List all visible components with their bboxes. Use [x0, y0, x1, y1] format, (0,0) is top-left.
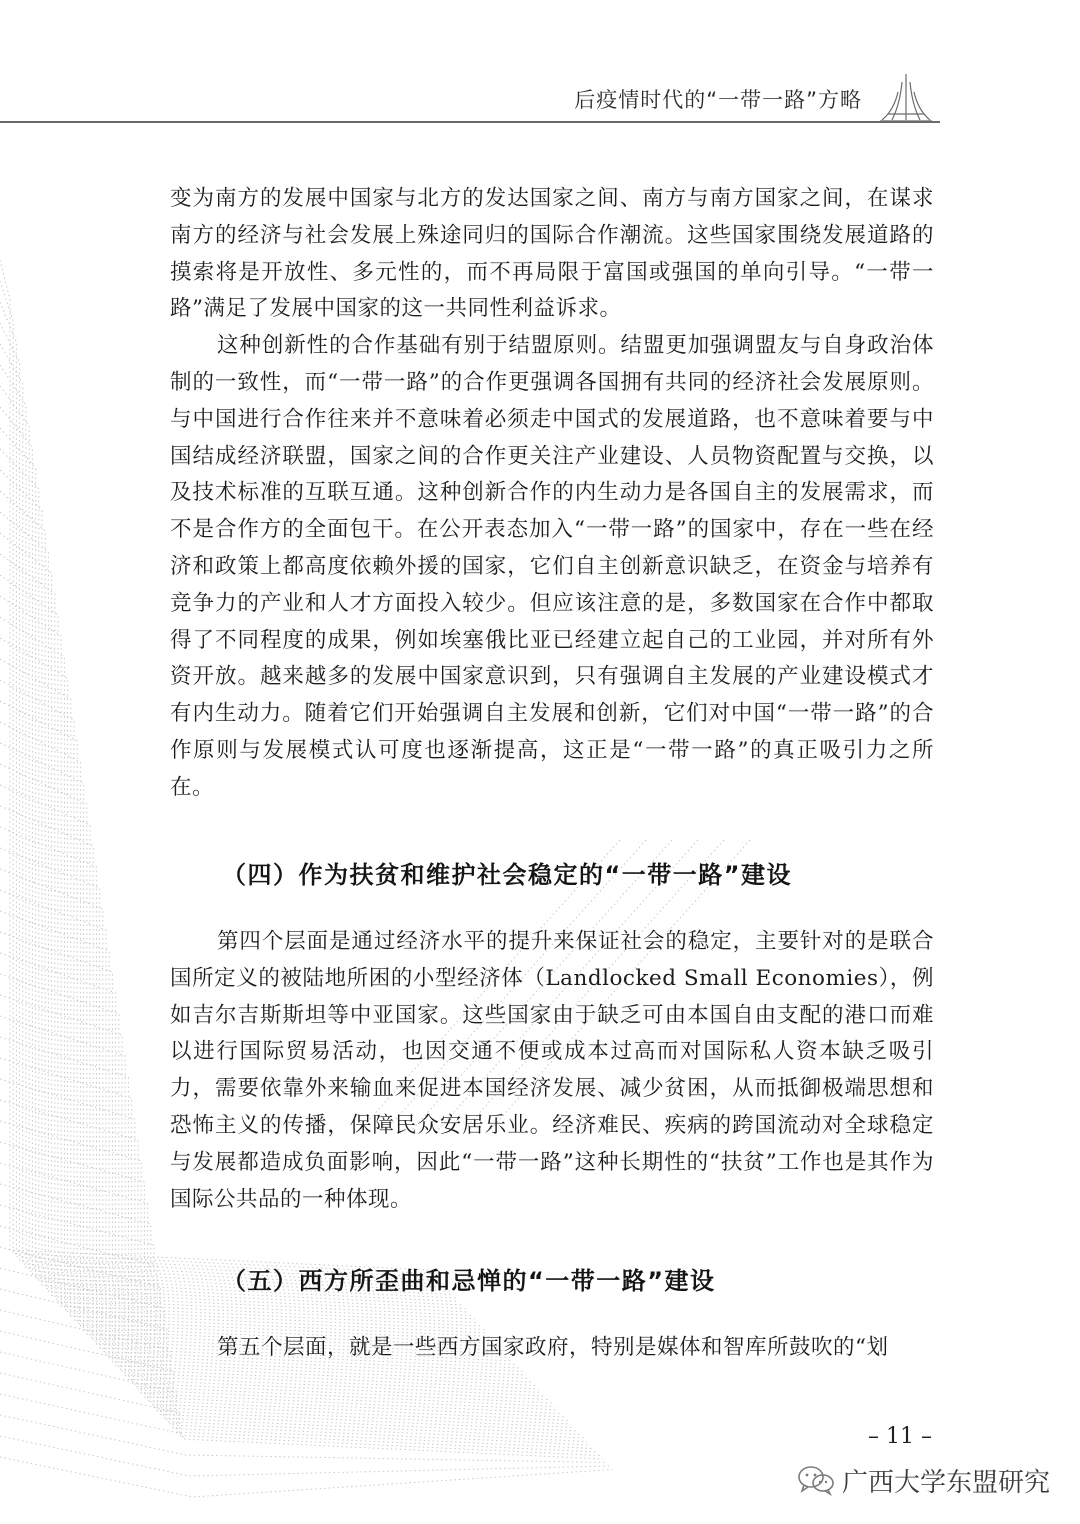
paragraph-continued: 变为南方的发展中国家与北方的发达国家之间、南方与南方国家之间，在谋求南方的经济与社会发展上殊途同归的国际合作潮流。这些国家围绕发展道路的摸索将是开放性、多元性的，而不再局限于富国或强国的单向引导。“一带一路”满足了发展中国家的这一共同性利益诉求。 [170, 186, 934, 322]
wechat-icon [796, 1464, 836, 1496]
page-number: – 11 – [868, 1424, 932, 1449]
dotted-line [0, 1436, 609, 1476]
paragraph-innovation: 这种创新性的合作基础有别于结盟原则。结盟更加强调盟友与自身政治体制的一致性，而“一带一路”的合作更强调各国拥有共同的经济社会发展原则。与中国进行合作往来并不意味着必须走中国式的发展道路，也不意味着要与中国结成经济联盟，国家之间的合作更关注产业建设、人员物资配置与交换，以及技术标准的互联互通。这种创新合作的内生动力是各国自主的发展需求，而不是合作方的全面包干。在公开表态加入“一带一路”的国家中，存在一些在经济和政策上都高度依赖外援的国家，它们自主创新意识缺乏，在资金与培养有竞争力的产业和人才方面投入较少。但应该注意的是，多数国家在合作中都取得了不同程度的成果，例如埃塞俄比亚已经建立起自己的工业园，并对所有外资开放。越来越多的发展中国家意识到，只有强调自主发展的产业建设模式才有内生动力。随着它们开始强调自主发展和创新，它们对中国“一带一路”的合作原则与发展模式认可度也逐渐提高，这正是“一带一路”的真正吸引力之所在。 [170, 333, 934, 800]
dotted-line [0, 1457, 612, 1497]
dotted-line [0, 1373, 600, 1456]
watermark-text: 广西大学东盟研究 [841, 1467, 1050, 1498]
paragraph-fourth-level: 第四个层面是通过经济水平的提升来保证社会的稳定，主要针对的是联合国所定义的被陆地所困的小型经济体（Landlocked Small Economies），例如吉尔吉斯斯坦等中亚国家。这些国家由于缺乏可由本国自由支配的港口而难以进行国际贸易活动，也因交通不便或成本过高而对国际私人资本缺乏吸引力，需要依靠外来输血来促进本国经济发展、减少贫困，从而抵御极端思想和恐怖主义的传播，保障民众安居乐业。经济难民、疾病的跨国流动对全球稳定与发展都造成负面影响，因此“一带一路”这种长期性的“扶贫”工作也是其作为国际公共品的一种体现。 [170, 929, 934, 1212]
dotted-line [0, 1415, 606, 1463]
body-text-lower [170, 1330, 934, 1367]
body-text-upper [170, 181, 934, 807]
paragraph-fifth-level: 第五个层面，就是一些西方国家政府，特别是媒体和智库所鼓吹的“划 [217, 1335, 889, 1360]
body-text-middle [170, 924, 934, 1218]
section-heading-4: （四）作为扶贫和维护社会稳定的“一带一路”建设 [222, 861, 793, 889]
dotted-line [0, 1184, 571, 1424]
dotted-line [0, 1205, 574, 1428]
section-heading-5: （五）西方所歪曲和忌惮的“一带一路”建设 [222, 1267, 716, 1295]
dotted-line [0, 1352, 596, 1452]
header-rule [0, 121, 940, 123]
building-emblem-icon [878, 70, 934, 124]
running-header [0, 70, 1080, 130]
dotted-line [0, 1394, 603, 1459]
watermark [796, 1462, 1050, 1498]
header-title: 后疫情时代的“一带一路”方略 [574, 88, 862, 112]
